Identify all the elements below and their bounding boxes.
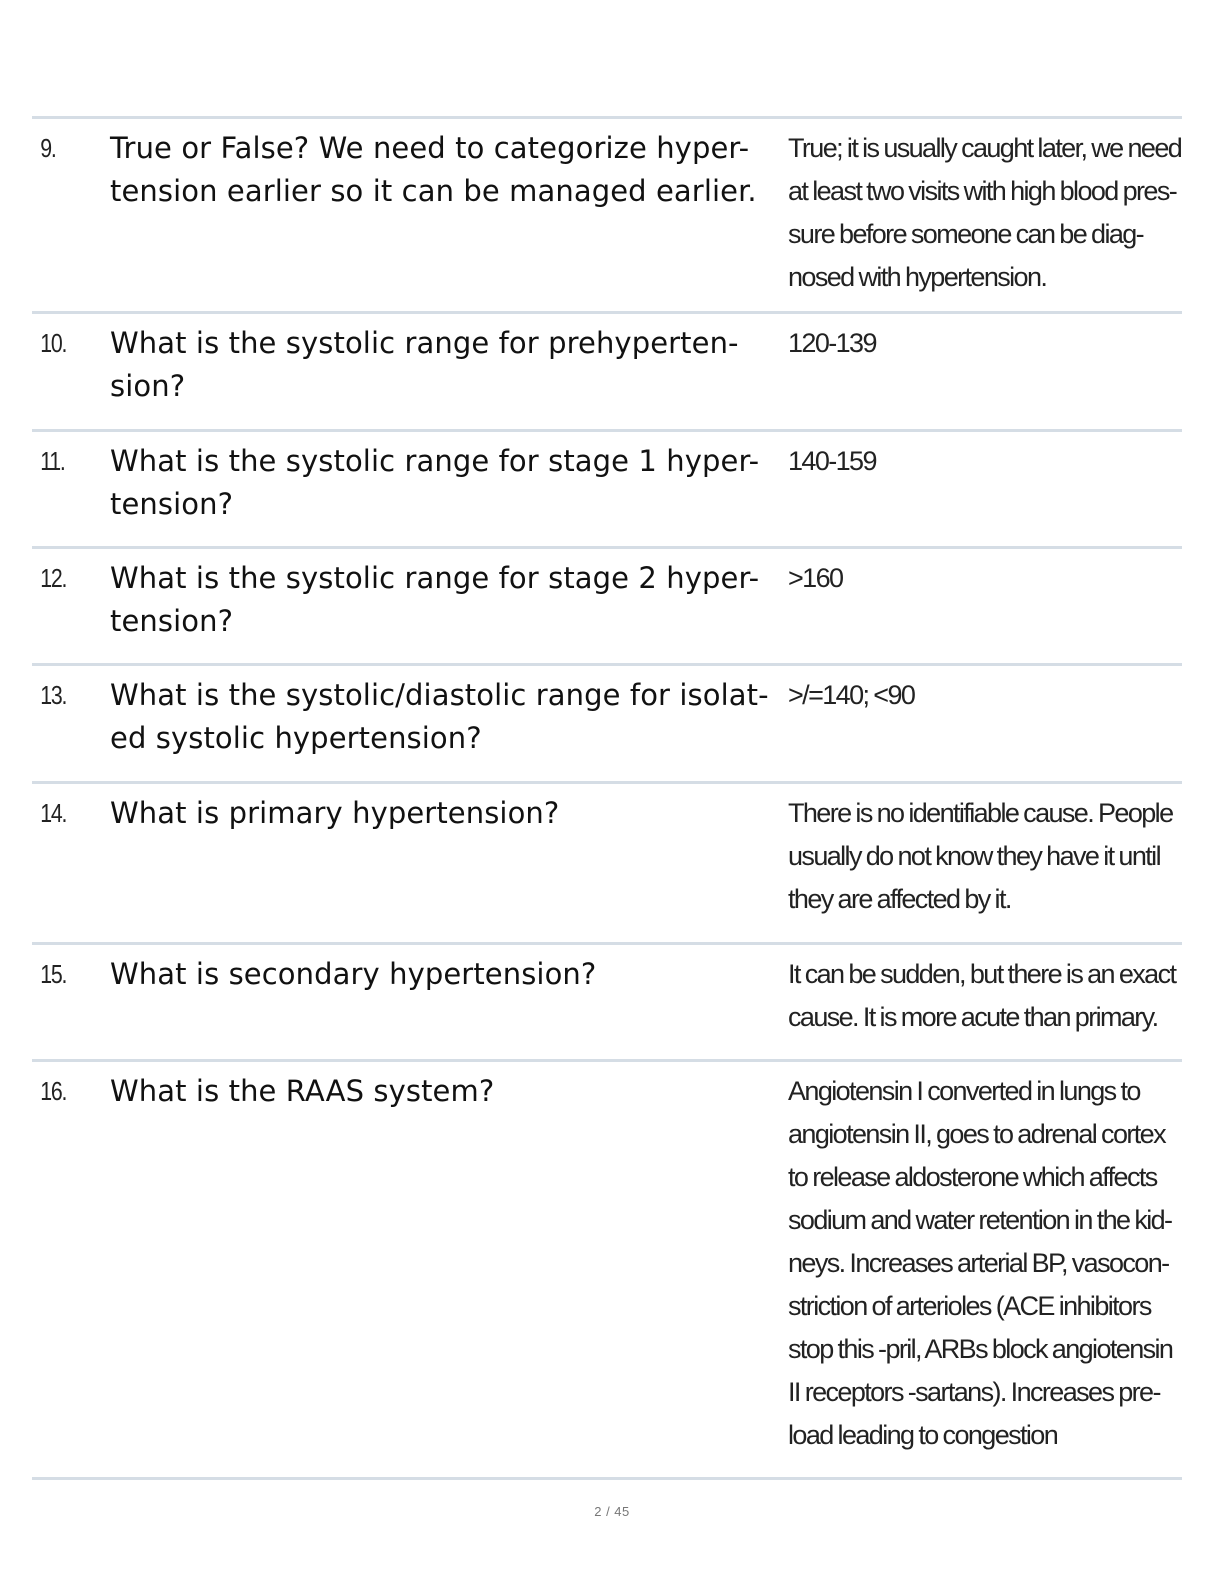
qa-row-14 [32,784,1182,945]
question-text: What is primary hypertension? [110,796,560,830]
answer-text: 140-159 [788,446,876,476]
answer-text: >/=140; <90 [788,680,915,710]
question-number: 16. [40,1076,67,1106]
question-text: What is secondary hypertension? [110,957,597,991]
answer-text: >160 [788,563,843,593]
answer-text: There is no identifiable cause. People usually do not know they have it until they are affected by it. [788,798,1173,914]
qa-row-11 [32,432,1182,549]
question-number: 14. [40,798,67,828]
answer-text: True; it is usually caught later, we need at least two visits with high blood pres-sure before someone can be diag-nosed with hypertension. [788,133,1182,292]
question-text: What is the systolic/diastolic range for isolat-ed systolic hypertension? [110,678,769,755]
question-number: 12. [40,563,67,593]
qa-table [32,116,1182,1480]
question-number: 13. [40,680,67,710]
question-text: What is the systolic range for prehyperten-sion? [110,326,739,403]
qa-row-15 [32,945,1182,1062]
qa-row-12 [32,549,1182,666]
answer-text: 120-139 [788,328,876,358]
qa-row-13 [32,666,1182,784]
answer-text: It can be sudden, but there is an exact cause. It is more acute than primary. [788,959,1176,1032]
question-text: What is the systolic range for stage 2 hyper-tension? [110,561,760,638]
question-text: What is the RAAS system? [110,1074,495,1108]
qa-row-10 [32,314,1182,432]
page-number: 2 / 45 [594,1504,630,1519]
question-number: 10. [40,328,67,358]
qa-row-9 [32,119,1182,314]
qa-row-16 [32,1062,1182,1480]
question-number: 9. [40,133,56,163]
question-text: What is the systolic range for stage 1 hyper-tension? [110,444,760,521]
question-number: 15. [40,959,67,989]
question-text: True or False? We need to categorize hyper-tension earlier so it can be managed earlier. [110,131,757,208]
answer-text: Angiotensin I converted in lungs to angiotensin II, goes to adrenal cortex to release aldosterone which affects sodium and water retention in the kid-neys. Increases arterial BP, vasocon-striction of arterioles (ACE inhibitors stop this -pril, ARBs block angiotensin II receptors -sartans). Increases pre-load leading to congestion [788,1076,1173,1450]
question-number: 11. [40,446,65,476]
